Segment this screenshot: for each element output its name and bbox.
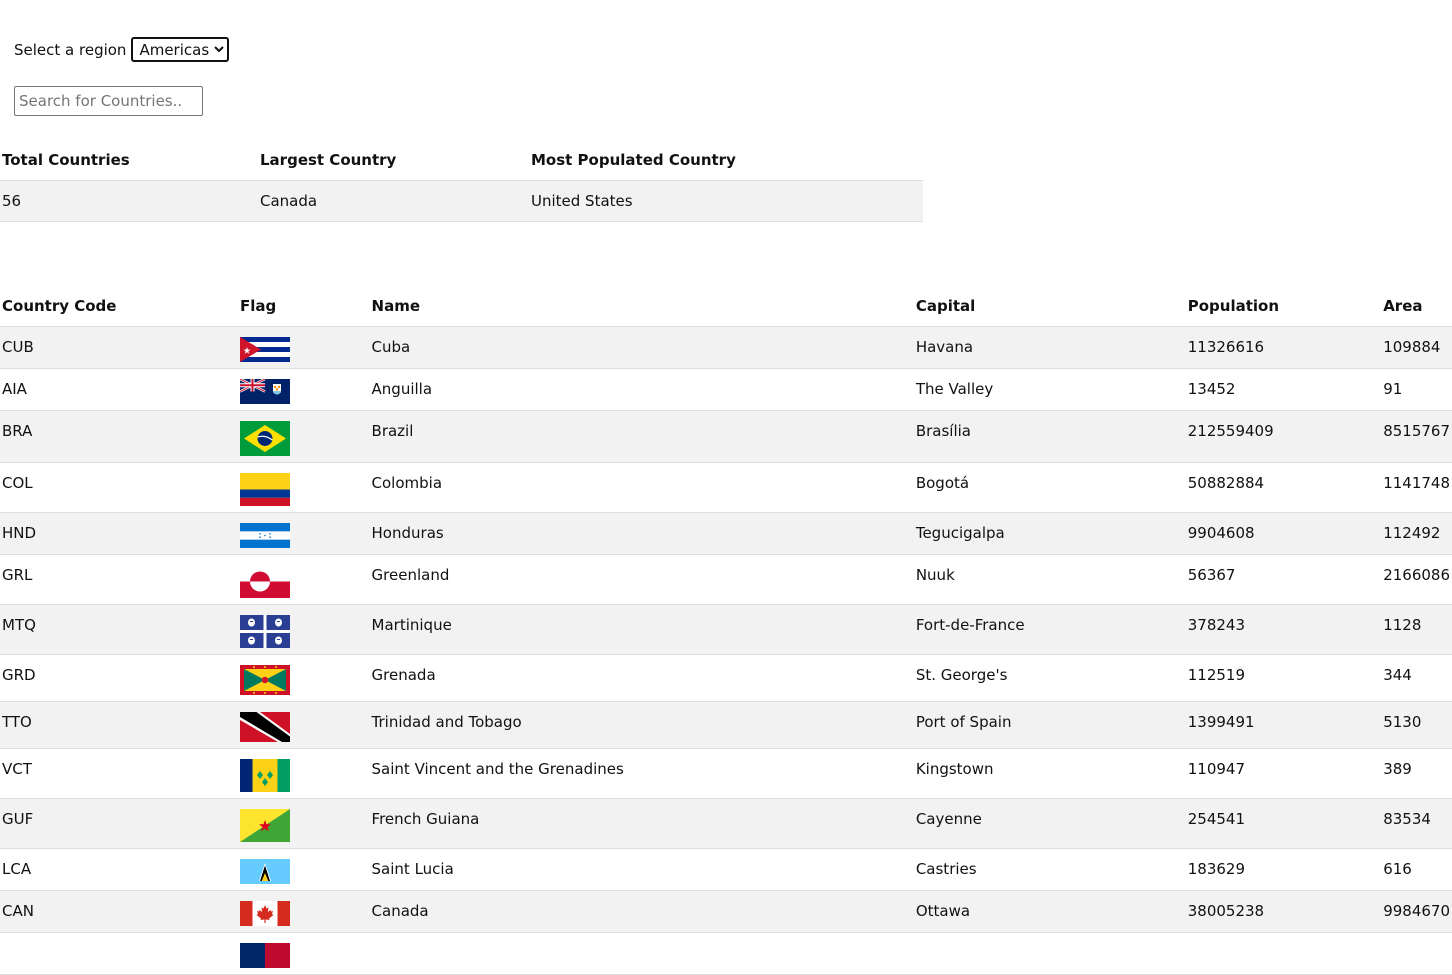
flag-cell	[238, 748, 370, 798]
country-capital: St. George's	[914, 654, 1186, 701]
country-area: 112492	[1381, 512, 1452, 554]
flag-cell	[238, 604, 370, 654]
country-code: CUB	[0, 326, 238, 368]
country-code: MTQ	[0, 604, 238, 654]
partial-flag	[240, 943, 290, 968]
country-population: 212559409	[1186, 410, 1381, 462]
country-area: 1141748	[1381, 462, 1452, 512]
country-name: Brazil	[370, 410, 914, 462]
country-code: TTO	[0, 701, 238, 748]
flag-cell	[238, 368, 370, 410]
country-capital: Fort-de-France	[914, 604, 1186, 654]
country-code: GUF	[0, 798, 238, 848]
header-area: Area	[1381, 286, 1452, 326]
country-capital: Ottawa	[914, 890, 1186, 932]
flag-cell	[238, 462, 370, 512]
country-row-grd	[0, 654, 1452, 701]
flag-cell	[238, 848, 370, 890]
flag-cell	[238, 512, 370, 554]
country-population: 110947	[1186, 748, 1381, 798]
header-population: Population	[1186, 286, 1381, 326]
country-population: 254541	[1186, 798, 1381, 848]
country-name: Saint Lucia	[370, 848, 914, 890]
country-population: 56367	[1186, 554, 1381, 604]
country-row-vct	[0, 748, 1452, 798]
stats-table	[0, 140, 923, 222]
flag-cell	[238, 326, 370, 368]
saint-lucia-flag	[240, 859, 290, 884]
country-name: Canada	[370, 890, 914, 932]
country-area: 83534	[1381, 798, 1452, 848]
country-population: 378243	[1186, 604, 1381, 654]
stats-header-largest: Largest Country	[258, 140, 529, 180]
country-population: 183629	[1186, 848, 1381, 890]
country-row-tto	[0, 701, 1452, 748]
greenland-flag	[240, 565, 290, 598]
country-area: 616	[1381, 848, 1452, 890]
country-capital: Bogotá	[914, 462, 1186, 512]
country-capital: The Valley	[914, 368, 1186, 410]
country-area: 389	[1381, 748, 1452, 798]
country-population: 11326616	[1186, 326, 1381, 368]
country-area: 9984670	[1381, 890, 1452, 932]
country-row-mtq	[0, 604, 1452, 654]
country-code: BRA	[0, 410, 238, 462]
french-guiana-flag	[240, 809, 290, 842]
country-capital: Havana	[914, 326, 1186, 368]
region-selector	[14, 37, 229, 62]
country-code: LCA	[0, 848, 238, 890]
header-name: Name	[370, 286, 914, 326]
flag-cell	[238, 798, 370, 848]
header-country-code: Country Code	[0, 286, 238, 326]
country-area: 2166086	[1381, 554, 1452, 604]
country-name: Colombia	[370, 462, 914, 512]
martinique-flag	[240, 615, 290, 648]
country-area: 1128	[1381, 604, 1452, 654]
country-name: Saint Vincent and the Grenadines	[370, 748, 914, 798]
countries-header-row	[0, 286, 1452, 326]
country-code: CAN	[0, 890, 238, 932]
country-name: Cuba	[370, 326, 914, 368]
country-name: Martinique	[370, 604, 914, 654]
country-area: 8515767	[1381, 410, 1452, 462]
country-population: 50882884	[1186, 462, 1381, 512]
country-name: Greenland	[370, 554, 914, 604]
largest-country-value: Canada	[258, 180, 529, 221]
region-label: Select a region	[14, 40, 127, 59]
canada-flag	[240, 901, 290, 926]
header-capital: Capital	[914, 286, 1186, 326]
country-row-cub	[0, 326, 1452, 368]
country-capital: Kingstown	[914, 748, 1186, 798]
country-capital: Cayenne	[914, 798, 1186, 848]
colombia-flag	[240, 473, 290, 506]
country-capital: Nuuk	[914, 554, 1186, 604]
flag-cell	[238, 554, 370, 604]
country-code: GRD	[0, 654, 238, 701]
saint-vincent-flag	[240, 759, 290, 792]
country-name: Grenada	[370, 654, 914, 701]
flag-cell	[238, 654, 370, 701]
total-countries-value: 56	[0, 180, 258, 221]
trinidad-flag	[240, 712, 290, 742]
country-population: 1399491	[1186, 701, 1381, 748]
country-row-hnd	[0, 512, 1452, 554]
search-input[interactable]	[14, 86, 203, 116]
stats-header-row	[0, 140, 923, 180]
country-row-guf	[0, 798, 1452, 848]
anguilla-flag	[240, 379, 290, 404]
country-name: Honduras	[370, 512, 914, 554]
country-code: AIA	[0, 368, 238, 410]
most-populated-value: United States	[529, 180, 923, 221]
grenada-flag	[240, 665, 290, 695]
country-population: 9904608	[1186, 512, 1381, 554]
country-row-lca	[0, 848, 1452, 890]
country-row-col	[0, 462, 1452, 512]
country-row-bra	[0, 410, 1452, 462]
cuba-flag	[240, 337, 290, 362]
flag-cell	[238, 701, 370, 748]
country-code: HND	[0, 512, 238, 554]
stats-header-total: Total Countries	[0, 140, 258, 180]
flag-cell	[238, 890, 370, 932]
country-row-can	[0, 890, 1452, 932]
flag-cell	[238, 410, 370, 462]
country-capital: Castries	[914, 848, 1186, 890]
country-capital: Port of Spain	[914, 701, 1186, 748]
country-capital: Brasília	[914, 410, 1186, 462]
country-name: Trinidad and Tobago	[370, 701, 914, 748]
country-area: 5130	[1381, 701, 1452, 748]
country-population: 13452	[1186, 368, 1381, 410]
countries-table	[0, 286, 1452, 975]
country-row-aia	[0, 368, 1452, 410]
country-area: 109884	[1381, 326, 1452, 368]
country-row-grl	[0, 554, 1452, 604]
country-name: Anguilla	[370, 368, 914, 410]
country-area: 344	[1381, 654, 1452, 701]
country-row-partial	[0, 932, 1452, 974]
country-name: French Guiana	[370, 798, 914, 848]
header-flag: Flag	[238, 286, 370, 326]
stats-row	[0, 180, 923, 221]
region-select[interactable]	[131, 37, 229, 62]
country-capital: Tegucigalpa	[914, 512, 1186, 554]
brazil-flag	[240, 421, 290, 456]
flag-cell	[238, 932, 370, 974]
country-area: 91	[1381, 368, 1452, 410]
country-code: VCT	[0, 748, 238, 798]
country-population: 38005238	[1186, 890, 1381, 932]
country-population: 112519	[1186, 654, 1381, 701]
honduras-flag	[240, 523, 290, 548]
country-code: GRL	[0, 554, 238, 604]
country-code: COL	[0, 462, 238, 512]
stats-header-populated: Most Populated Country	[529, 140, 923, 180]
